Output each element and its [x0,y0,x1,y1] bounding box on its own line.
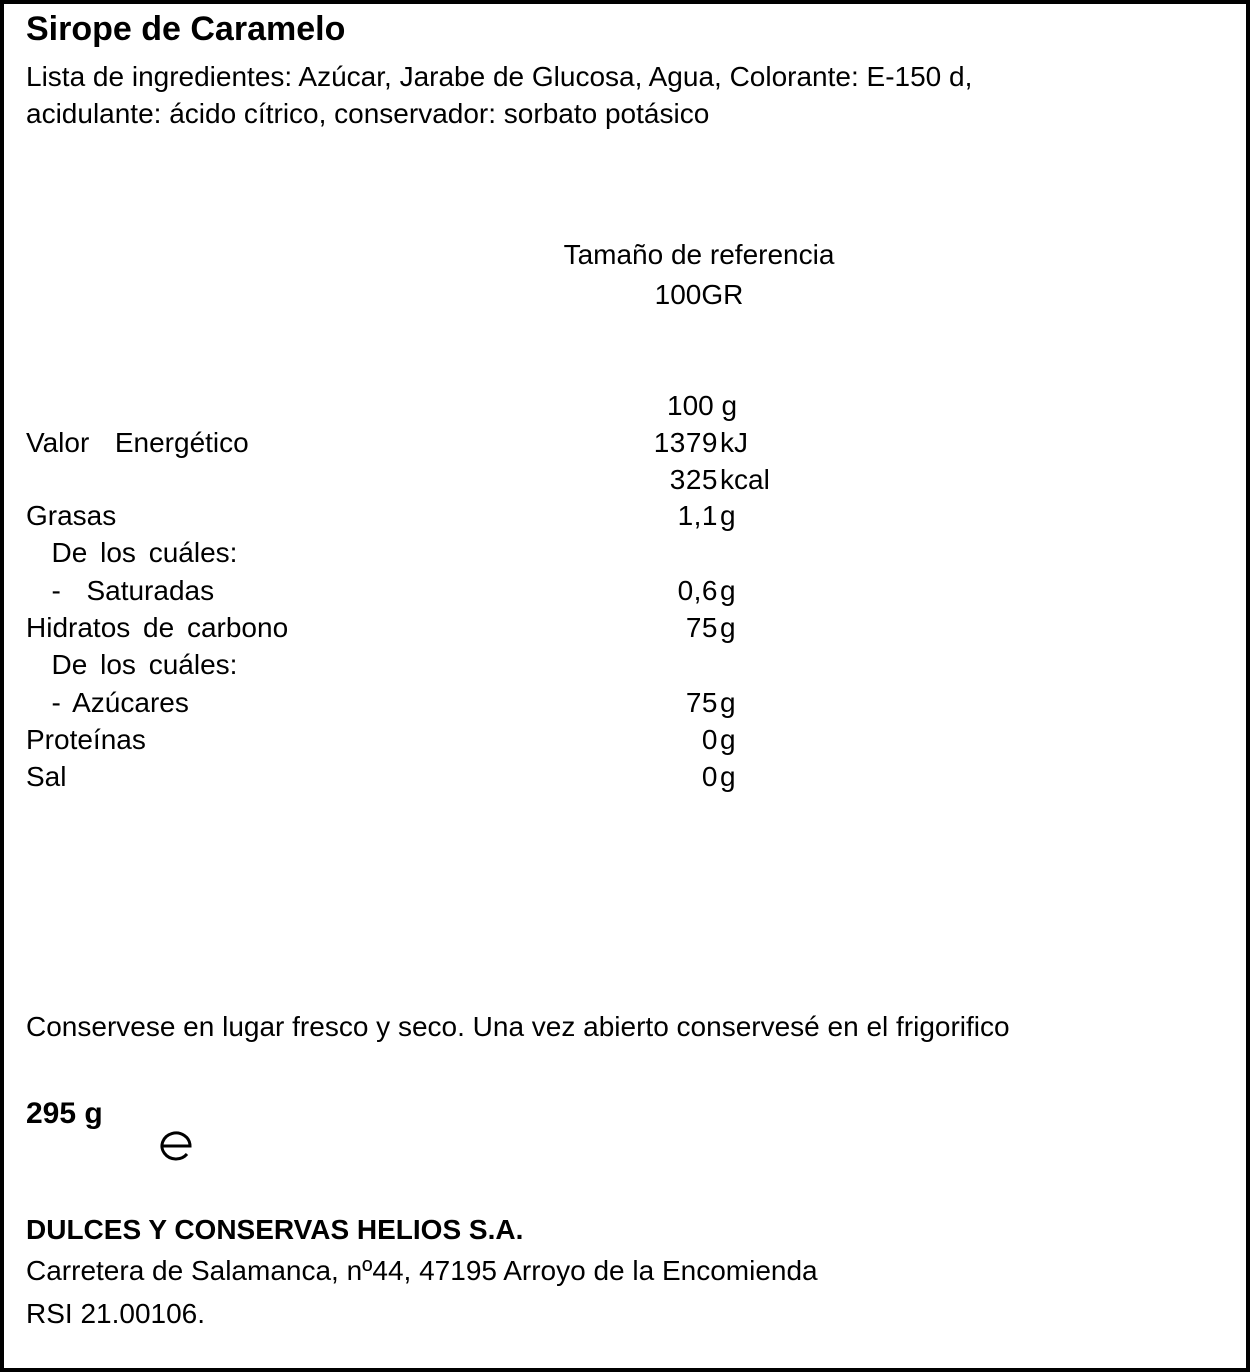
nutrition-row-value: 0,6 [677,575,718,606]
nutrition-row-unit: g [720,575,736,606]
energy-label: Valor Energético [26,427,249,458]
reference-size-amount: 100GR [654,279,744,310]
nutrition-row-value: 75 [685,687,718,718]
nutrition-row-label: Hidratos de carbono [26,612,289,643]
nutrition-row-unit: g [720,500,736,531]
company-name: DULCES Y CONSERVAS HELIOS S.A. [26,1214,524,1245]
energy-kj-unit: kJ [720,427,748,458]
nutrition-row-value: 75 [685,612,718,643]
nutrition-row-unit: g [720,761,736,792]
company-registry: RSI 21.00106. [26,1298,206,1329]
nutrition-row-value: 0 [701,761,718,792]
nutrition-row-label: - Saturadas [26,575,215,606]
nutrition-row-label: De los cuáles: [26,537,238,568]
nutrition-row-value: 1,1 [677,500,718,531]
nutrition-row-label: Sal [26,761,67,792]
reference-size-label: Tamaño de referencia [563,239,835,270]
nutrition-row-label: De los cuáles: [26,649,238,680]
e-mark-icon [109,1100,145,1132]
nutrition-row-unit: g [720,687,736,718]
product-title: Sirope de Caramelo [26,10,346,48]
nutrition-row-label: Proteínas [26,724,146,755]
energy-kcal-value: 325 [669,464,718,495]
nutrition-row-unit: g [720,724,736,755]
net-quantity [26,1098,145,1130]
nutrition-row-label: Grasas [26,500,117,531]
energy-kcal-unit: kcal [720,464,770,495]
nutrition-row-value: 0 [701,724,718,755]
net-quantity-value: 295 g [26,1097,103,1130]
nutrition-column-header: 100 g [667,390,738,421]
energy-kj-value: 1379 [653,427,718,458]
nutrition-row-unit: g [720,612,736,643]
company-address: Carretera de Salamanca, nº44, 47195 Arroyo de la Encomienda [26,1255,818,1286]
ingredients-line-2: acidulante: ácido cítrico, conservador: sorbato potásico [26,98,710,129]
ingredients-line-1: Lista de ingredientes: Azúcar, Jarabe de Glucosa, Agua, Colorante: E-150 d, [26,61,973,92]
storage-instructions: Conservese en lugar fresco y seco. Una vez abierto conservesé en el frigorifico [26,1011,1010,1042]
nutrition-row-label: - Azúcares [26,687,189,718]
